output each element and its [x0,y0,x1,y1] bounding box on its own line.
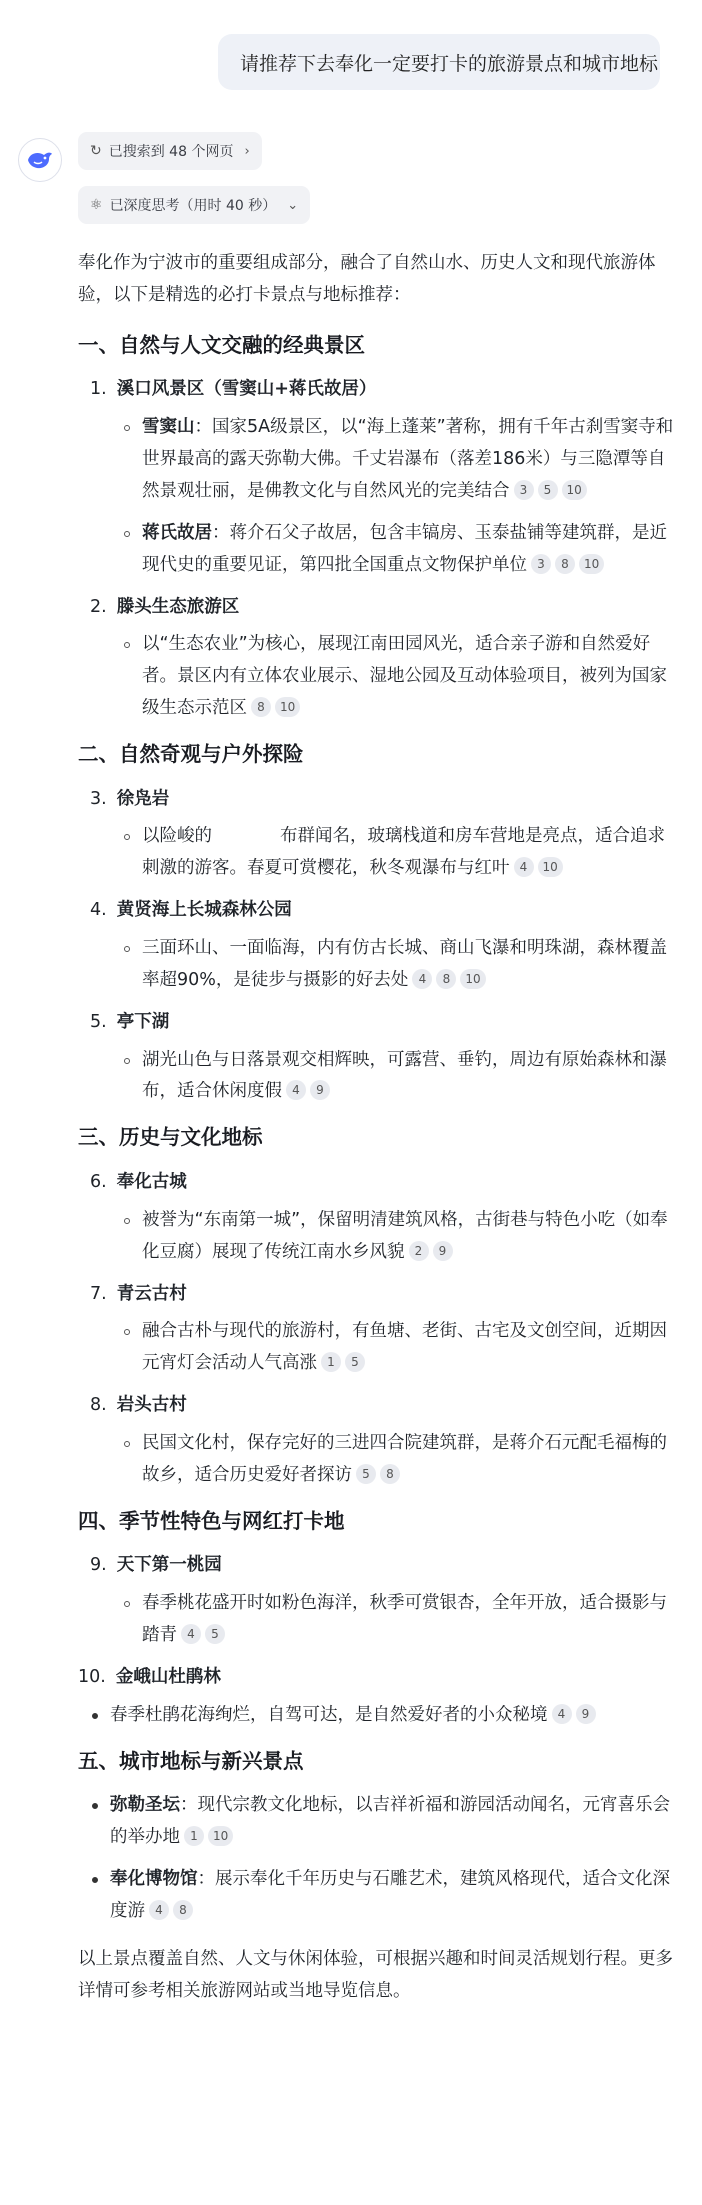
item-title-text: 金峨山杜鹃林 [115,1666,221,1687]
sub-item [78,1700,678,1732]
item-title [90,1279,678,1311]
list-item [78,1279,678,1381]
hollow-bullet-icon [124,531,130,537]
citation-badge[interactable]: 10 [460,969,485,989]
section-heading: 三、历史与文化地标 [78,1125,263,1150]
item-number: 8. [90,1395,107,1416]
sub-item [78,821,678,885]
sub-item [78,518,678,582]
citation-badge[interactable]: 1 [321,1352,341,1372]
item-title-text: 黄贤海上长城森林公园 [116,900,292,921]
item-number: 2. [90,596,107,617]
outro-paragraph: 以上景点覆盖自然、人文与休闲体验，可根据兴趣和时间灵活规划行程。更多详情可参考相关旅游网站或当地导览信息。 [78,1948,673,2001]
user-message-bubble [218,34,660,90]
citation-badge[interactable]: 8 [436,969,456,989]
deep-think-label: 已深度思考（用时 40 秒） [109,198,277,214]
item-title [90,784,678,816]
item-title-text: 徐凫岩 [116,788,170,809]
citation-badge[interactable]: 5 [538,480,558,500]
citation-badge[interactable]: 3 [514,480,534,500]
filled-bullet-icon [92,1877,98,1883]
sub-item-label: 奉化博物馆 [110,1868,198,1889]
sub-item-text: 民国文化村，保存完好的三进四合院建筑群，是蒋介石元配毛福梅的故乡，适合历史爱好者探访 [142,1432,667,1485]
sub-item-text: ：国家5A级景区，以“海上蓬莱”著称，拥有千年古刹雪窦寺和世界最高的露天弥勒大佛。千丈岩瀑布（落差186米）与三隐潭等自然景观壮丽，是佛教文化与自然风光的完美结合 [142,417,674,501]
sub-item-text: ：蒋介石父子故居，包含丰镐房、玉泰盐铺等建筑群，是近现代史的重要见证，第四批全国重点文物保护单位 [142,522,667,575]
citation-badge[interactable]: 8 [173,1900,193,1920]
citation-badge[interactable]: 4 [149,1900,169,1920]
sub-item [78,629,678,725]
whale-logo-icon [26,148,54,172]
item-title [90,1167,678,1199]
list-item [78,1390,678,1492]
item-number: 9. [90,1555,107,1576]
item-title-text: 青云古村 [116,1283,187,1304]
hollow-bullet-icon [124,425,130,431]
sub-item-text: 春季桃花盛开时如粉色海洋，秋季可赏银杏，全年开放，适合摄影与踏青 [142,1593,667,1645]
item-title [90,895,678,927]
hollow-bullet-icon [124,834,130,840]
citation-badge[interactable]: 4 [286,1080,306,1100]
citation-badge[interactable]: 2 [409,1241,429,1261]
item-title-text: 天下第一桃园 [116,1555,222,1576]
item-title-text: 滕头生态旅游区 [116,596,240,617]
item-title [90,1550,678,1582]
sub-item [78,1316,678,1380]
citation-badge[interactable]: 5 [205,1624,225,1644]
citation-badge[interactable]: 9 [433,1241,453,1261]
sub-item [78,1205,678,1269]
hollow-bullet-icon [124,1329,130,1335]
section-heading: 四、季节性特色与网红打卡地 [78,1508,345,1533]
sub-item-text: 布群闻名，玻璃栈道和房车营地是亮点，适合追求刺激的游客。春夏可赏樱花，秋冬观瀑布与红叶 [142,826,665,879]
section-heading: 一、自然与人文交融的经典景区 [78,332,365,357]
sub-item-text: 被誉为“东南第一城”，保留明清建筑风格，古街巷与特色小吃（如奉化豆腐）展现了传统江南水乡风貌 [142,1209,668,1262]
hollow-bullet-icon [124,642,130,648]
citation-badge[interactable]: 9 [310,1080,330,1100]
citation-badge[interactable]: 4 [552,1704,572,1724]
sub-item-text: 三面环山、一面临海，内有仿古长城、商山飞瀑和明珠湖，森林覆盖率超90%，是徒步与摄影的好去处 [142,938,667,990]
item-title-text: 岩头古村 [116,1395,187,1416]
hollow-bullet-icon [124,1601,130,1607]
citation-badge[interactable]: 4 [412,969,432,989]
item-number: 10. [78,1666,106,1687]
item-title [90,1390,678,1422]
answer-content [78,248,678,2007]
sub-item [78,1588,678,1652]
user-message-text: 请推荐下去奉化一定要打卡的旅游景点和城市地标 [240,52,659,75]
section-heading: 二、自然奇观与户外探险 [78,741,304,766]
citation-badge[interactable]: 9 [576,1704,596,1724]
search-results-label: 已搜索到 48 个网页 [108,144,234,160]
list-item [78,1167,678,1269]
item-title-text: 溪口风景区（雪窦山+蒋氏故居） [116,379,377,400]
item-title-text: 亭下湖 [116,1011,170,1032]
item-number: 3. [90,788,107,809]
list-item [78,1550,678,1652]
atom-icon: ⚛ [90,197,103,213]
sub-item [78,412,678,508]
citation-badge[interactable]: 4 [514,857,534,877]
sub-item-text: 湖光山色与日落景观交相辉映，可露营、垂钓，周边有原始森林和瀑布，适合休闲度假 [142,1049,667,1102]
sub-item [78,933,678,997]
citation-badge[interactable]: 3 [531,554,551,574]
item-number: 1. [90,379,107,400]
citation-badge[interactable]: 8 [555,554,575,574]
chevron-down-icon: ⌄ [287,197,299,213]
citation-badge[interactable]: 8 [251,697,271,717]
sub-item [78,1864,678,1928]
chevron-right-icon: › [244,143,250,159]
citation-badge[interactable]: 10 [579,554,604,574]
item-number: 7. [90,1283,107,1304]
sub-item [78,1428,678,1492]
sub-item-label: 弥勒圣坛 [110,1795,180,1816]
citation-badge[interactable]: 5 [345,1352,365,1372]
list-item [78,1662,678,1732]
item-title [90,1007,678,1039]
filled-bullet-icon [92,1713,98,1719]
citation-badge[interactable]: 5 [356,1464,376,1484]
sub-item [78,1790,678,1854]
item-number: 5. [90,1011,107,1032]
section-heading: 五、城市地标与新兴景点 [78,1748,304,1773]
list-item [78,895,678,997]
citation-badge[interactable]: 10 [562,480,587,500]
item-title [90,592,678,624]
item-title [90,374,678,406]
item-title-text: 奉化古城 [116,1171,187,1192]
list-item [78,784,678,886]
hollow-bullet-icon [124,1058,130,1064]
sub-item-label: 雪窦山 [142,417,195,438]
item-title [78,1662,678,1694]
search-results-pill[interactable] [78,132,262,170]
list-item [78,374,678,581]
citation-badge[interactable]: 10 [275,697,300,717]
hollow-bullet-icon [124,946,130,952]
citation-badge[interactable]: 10 [538,857,563,877]
item-number: 4. [90,900,107,921]
item-number: 6. [90,1171,107,1192]
citation-badge[interactable]: 4 [181,1624,201,1644]
sub-item-text: 春季杜鹃花海绚烂，自驾可达，是自然爱好者的小众秘境 [110,1704,548,1725]
hollow-bullet-icon [124,1218,130,1224]
citation-badge[interactable]: 8 [380,1464,400,1484]
sub-item-text: ：现代宗教文化地标，以吉祥祈福和游园活动闻名，元宵喜乐会的举办地 [110,1795,670,1848]
list-item [78,592,678,725]
sub-item-text: 以险峻的 [142,826,212,847]
sub-item-text: ：展示奉化千年历史与石雕艺术，建筑风格现代，适合文化深度游 [110,1868,670,1921]
deep-think-pill[interactable] [78,186,310,224]
sub-item-text: 以“生态农业”为核心，展现江南田园风光，适合亲子游和自然爱好者。景区内有立体农业展示、湿地公园及互动体验项目，被列为国家级生态示范区 [142,634,667,719]
sub-item-label: 蒋氏故居 [142,522,212,543]
sub-item [78,1045,678,1109]
citation-badge[interactable]: 1 [184,1826,204,1846]
hollow-bullet-icon [124,1441,130,1447]
sub-item-text: 融合古朴与现代的旅游村，有鱼塘、老街、古宅及文创空间，近期因元宵灯会活动人气高涨 [142,1321,667,1374]
citation-badge[interactable]: 10 [208,1826,233,1846]
intro-paragraph: 奉化作为宁波市的重要组成部分，融合了自然山水、历史人文和现代旅游体验，以下是精选的必打卡景点与地标推荐： [78,253,656,305]
refresh-search-icon: ↻ [90,143,102,159]
assistant-avatar [18,138,62,182]
filled-bullet-icon [92,1803,98,1809]
list-item [78,1007,678,1109]
